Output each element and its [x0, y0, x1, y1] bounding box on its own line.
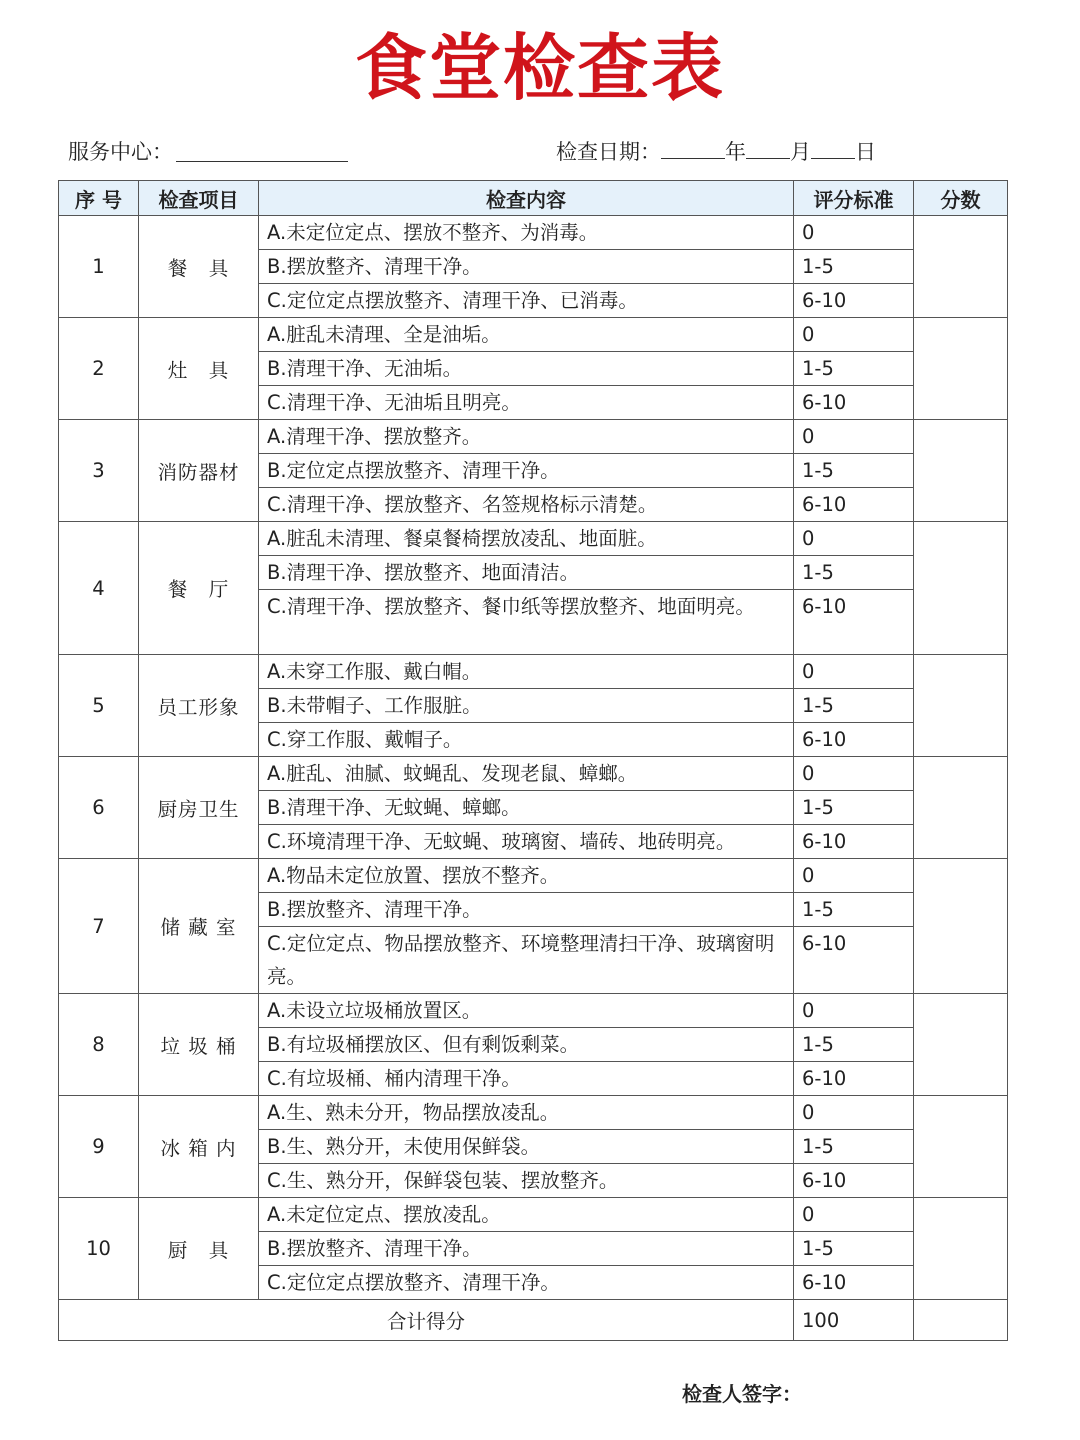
- inspection-content: C.定位定点、物品摆放整齐、环境整理清扫干净、玻璃窗明亮。: [259, 927, 794, 994]
- total-score-cell[interactable]: [914, 1300, 1008, 1341]
- score-cell[interactable]: [914, 216, 1008, 318]
- score-standard: 6-10: [794, 825, 914, 859]
- score-standard: 1-5: [794, 893, 914, 927]
- month-field[interactable]: [746, 138, 790, 159]
- table-row: [59, 1096, 1008, 1130]
- inspection-content: A.清理干净、摆放整齐。: [259, 420, 794, 454]
- table-row: [59, 1198, 1008, 1232]
- score-standard: 0: [794, 757, 914, 791]
- inspection-content: B.未带帽子、工作服脏。: [259, 689, 794, 723]
- score-cell[interactable]: [914, 655, 1008, 757]
- score-cell[interactable]: [914, 420, 1008, 522]
- inspection-content: C.环境清理干净、无蚊蝇、玻璃窗、墙砖、地砖明亮。: [259, 825, 794, 859]
- inspection-content: B.生、熟分开，未使用保鲜袋。: [259, 1130, 794, 1164]
- table-row: [59, 318, 1008, 352]
- inspection-item: 灶 具: [139, 318, 259, 420]
- inspection-item: 厨 具: [139, 1198, 259, 1300]
- score-cell[interactable]: [914, 318, 1008, 420]
- inspection-content: C.清理干净、摆放整齐、餐巾纸等摆放整齐、地面明亮。: [259, 590, 794, 655]
- inspection-content: B.摆放整齐、清理干净。: [259, 250, 794, 284]
- score-cell[interactable]: [914, 994, 1008, 1096]
- row-number: 5: [59, 655, 139, 757]
- score-standard: 0: [794, 318, 914, 352]
- table-row: [59, 522, 1008, 556]
- inspection-content: A.未定位定点、摆放不整齐、为消毒。: [259, 216, 794, 250]
- score-cell[interactable]: [914, 757, 1008, 859]
- row-number: 3: [59, 420, 139, 522]
- score-standard: 0: [794, 859, 914, 893]
- inspection-content: A.物品未定位放置、摆放不整齐。: [259, 859, 794, 893]
- header-score: 分数: [914, 181, 1008, 216]
- inspection-content: B.定位定点摆放整齐、清理干净。: [259, 454, 794, 488]
- inspection-content: C.生、熟分开，保鲜袋包装、摆放整齐。: [259, 1164, 794, 1198]
- score-standard: 6-10: [794, 1266, 914, 1300]
- score-standard: 6-10: [794, 386, 914, 420]
- inspection-item: 垃 圾 桶: [139, 994, 259, 1096]
- row-number: 7: [59, 859, 139, 994]
- inspection-content: A.未穿工作服、戴白帽。: [259, 655, 794, 689]
- inspection-content: A.生、熟未分开，物品摆放凌乱。: [259, 1096, 794, 1130]
- year-field[interactable]: [661, 138, 725, 159]
- row-number: 6: [59, 757, 139, 859]
- service-center-field[interactable]: [176, 161, 348, 162]
- inspection-content: C.清理干净、无油垢且明亮。: [259, 386, 794, 420]
- score-standard: 6-10: [794, 1062, 914, 1096]
- inspection-content: B.摆放整齐、清理干净。: [259, 893, 794, 927]
- inspection-item: 冰 箱 内: [139, 1096, 259, 1198]
- score-standard: 1-5: [794, 791, 914, 825]
- score-standard: 6-10: [794, 927, 914, 994]
- inspection-content: A.未定位定点、摆放凌乱。: [259, 1198, 794, 1232]
- total-row: [59, 1300, 1008, 1341]
- inspection-item: 餐 具: [139, 216, 259, 318]
- inspection-date: [556, 136, 876, 166]
- month-label: 月: [790, 140, 811, 164]
- inspection-content: A.脏乱未清理、餐桌餐椅摆放凌乱、地面脏。: [259, 522, 794, 556]
- total-value: 100: [794, 1300, 914, 1341]
- score-standard: 0: [794, 994, 914, 1028]
- inspection-content: B.有垃圾桶摆放区、但有剩饭剩菜。: [259, 1028, 794, 1062]
- score-standard: 1-5: [794, 1232, 914, 1266]
- row-number: 8: [59, 994, 139, 1096]
- inspection-item: 储 藏 室: [139, 859, 259, 994]
- inspection-content: C.穿工作服、戴帽子。: [259, 723, 794, 757]
- table-row: [59, 655, 1008, 689]
- score-standard: 6-10: [794, 488, 914, 522]
- score-cell[interactable]: [914, 522, 1008, 655]
- score-cell[interactable]: [914, 859, 1008, 994]
- day-label: 日: [855, 140, 876, 164]
- score-standard: 0: [794, 1096, 914, 1130]
- inspection-content: C.有垃圾桶、桶内清理干净。: [259, 1062, 794, 1096]
- header-item: 检查项目: [139, 181, 259, 216]
- inspection-table: [58, 180, 1008, 1341]
- score-standard: 0: [794, 655, 914, 689]
- score-standard: 1-5: [794, 250, 914, 284]
- inspection-content: C.清理干净、摆放整齐、名签规格标示清楚。: [259, 488, 794, 522]
- table-row: [59, 859, 1008, 893]
- score-standard: 1-5: [794, 352, 914, 386]
- header-content: 检查内容: [259, 181, 794, 216]
- score-standard: 1-5: [794, 556, 914, 590]
- date-label: 检查日期：: [556, 140, 661, 164]
- inspection-item: 厨房卫生: [139, 757, 259, 859]
- signature-label: 检查人签字：: [682, 1382, 802, 1406]
- table-header-row: [59, 181, 1008, 216]
- inspection-content: B.清理干净、无蚊蝇、蟑螂。: [259, 791, 794, 825]
- year-label: 年: [725, 140, 746, 164]
- table-row: [59, 420, 1008, 454]
- total-label: 合计得分: [59, 1300, 794, 1341]
- row-number: 9: [59, 1096, 139, 1198]
- row-number: 4: [59, 522, 139, 655]
- score-standard: 0: [794, 1198, 914, 1232]
- score-standard: 0: [794, 522, 914, 556]
- row-number: 2: [59, 318, 139, 420]
- inspection-content: A.未设立垃圾桶放置区。: [259, 994, 794, 1028]
- score-standard: 1-5: [794, 1130, 914, 1164]
- table-row: [59, 994, 1008, 1028]
- table-row: [59, 216, 1008, 250]
- inspection-content: B.摆放整齐、清理干净。: [259, 1232, 794, 1266]
- table-row: [59, 757, 1008, 791]
- score-standard: 1-5: [794, 454, 914, 488]
- score-standard: 1-5: [794, 689, 914, 723]
- score-standard: 6-10: [794, 1164, 914, 1198]
- score-standard: 0: [794, 216, 914, 250]
- score-standard: 1-5: [794, 1028, 914, 1062]
- header-standard: 评分标准: [794, 181, 914, 216]
- inspection-content: C.定位定点摆放整齐、清理干净。: [259, 1266, 794, 1300]
- inspection-content: A.脏乱、油腻、蚊蝇乱、发现老鼠、蟑螂。: [259, 757, 794, 791]
- inspection-item: 消防器材: [139, 420, 259, 522]
- score-standard: 6-10: [794, 284, 914, 318]
- inspection-content: B.清理干净、摆放整齐、地面清洁。: [259, 556, 794, 590]
- inspection-item: 员工形象: [139, 655, 259, 757]
- form-meta: [68, 136, 1008, 168]
- row-number: 1: [59, 216, 139, 318]
- score-standard: 0: [794, 420, 914, 454]
- service-center-label: 服务中心：: [68, 140, 173, 164]
- score-standard: 6-10: [794, 723, 914, 757]
- inspection-content: C.定位定点摆放整齐、清理干净、已消毒。: [259, 284, 794, 318]
- score-cell[interactable]: [914, 1096, 1008, 1198]
- table-body: [59, 216, 1008, 1300]
- header-seq: 序 号: [59, 181, 139, 216]
- inspection-item: 餐 厅: [139, 522, 259, 655]
- day-field[interactable]: [811, 138, 855, 159]
- row-number: 10: [59, 1198, 139, 1300]
- inspection-content: A.脏乱未清理、全是油垢。: [259, 318, 794, 352]
- page-title: 食堂检查表: [354, 26, 725, 110]
- inspection-content: B.清理干净、无油垢。: [259, 352, 794, 386]
- score-cell[interactable]: [914, 1198, 1008, 1300]
- score-standard: 6-10: [794, 590, 914, 655]
